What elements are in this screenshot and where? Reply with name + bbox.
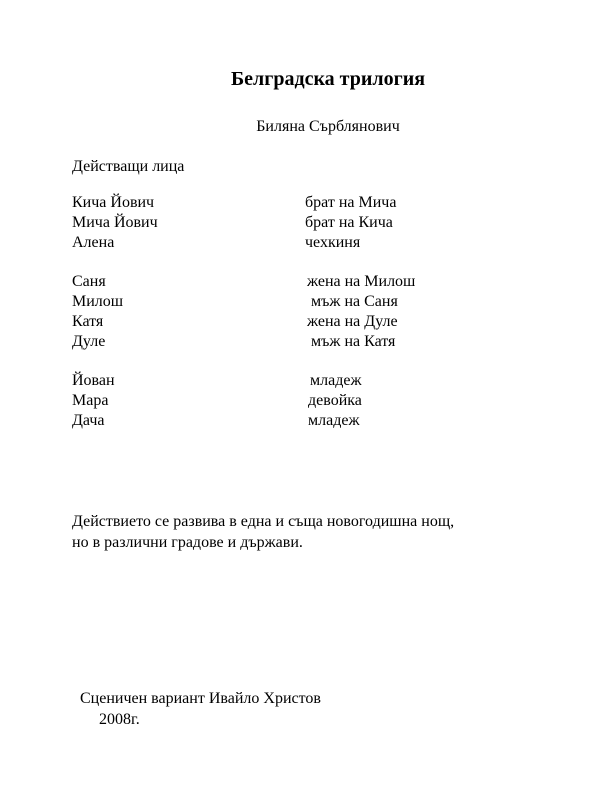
character-name: Дуле — [72, 333, 106, 350]
character-name: Мича Йович — [72, 214, 158, 231]
character-description: жена на Дуле — [307, 313, 398, 330]
character-row — [72, 371, 532, 391]
character-row — [72, 391, 532, 411]
character-description: мъж на Катя — [311, 333, 396, 350]
setting-paragraph — [72, 511, 454, 553]
character-row — [72, 292, 532, 312]
document-title: Белградска трилогия — [230, 68, 426, 90]
author-name: Биляна Сърблянович — [256, 118, 400, 135]
cast-heading: Действащи лица — [72, 158, 185, 175]
character-group — [72, 272, 532, 352]
character-group — [72, 371, 532, 431]
character-description: мъж на Саня — [311, 293, 398, 310]
character-row — [72, 272, 532, 292]
character-name: Кича Йович — [72, 194, 155, 211]
credit-block — [80, 688, 321, 730]
character-row — [72, 411, 532, 431]
character-name: Катя — [72, 313, 104, 330]
character-name: Дача — [72, 412, 105, 429]
character-group — [72, 193, 532, 253]
character-name: Милош — [72, 293, 124, 310]
character-description: жена на Милош — [307, 273, 416, 290]
character-name: Саня — [72, 273, 106, 290]
setting-line: но в различни градове и държави. — [72, 534, 303, 551]
character-list — [72, 193, 532, 450]
character-name: Алена — [72, 234, 115, 251]
credit-line: Сценичен вариант Ивайло Христов — [80, 690, 321, 707]
character-name: Мара — [72, 392, 109, 409]
credit-year: 2008г. — [99, 711, 140, 728]
character-description: младеж — [310, 372, 362, 389]
character-description: девойка — [308, 392, 362, 409]
setting-line: Действието се развива в една и съща новогодишна нощ, — [72, 513, 455, 530]
character-row — [72, 312, 532, 332]
character-row — [72, 213, 532, 233]
character-description: младеж — [308, 412, 360, 429]
character-description: чехкиня — [305, 234, 361, 251]
character-description: брат на Мича — [305, 194, 397, 211]
character-name: Йован — [72, 372, 115, 389]
character-row — [72, 193, 532, 213]
character-row — [72, 233, 532, 253]
character-description: брат на Кича — [305, 214, 393, 231]
character-row — [72, 332, 532, 352]
